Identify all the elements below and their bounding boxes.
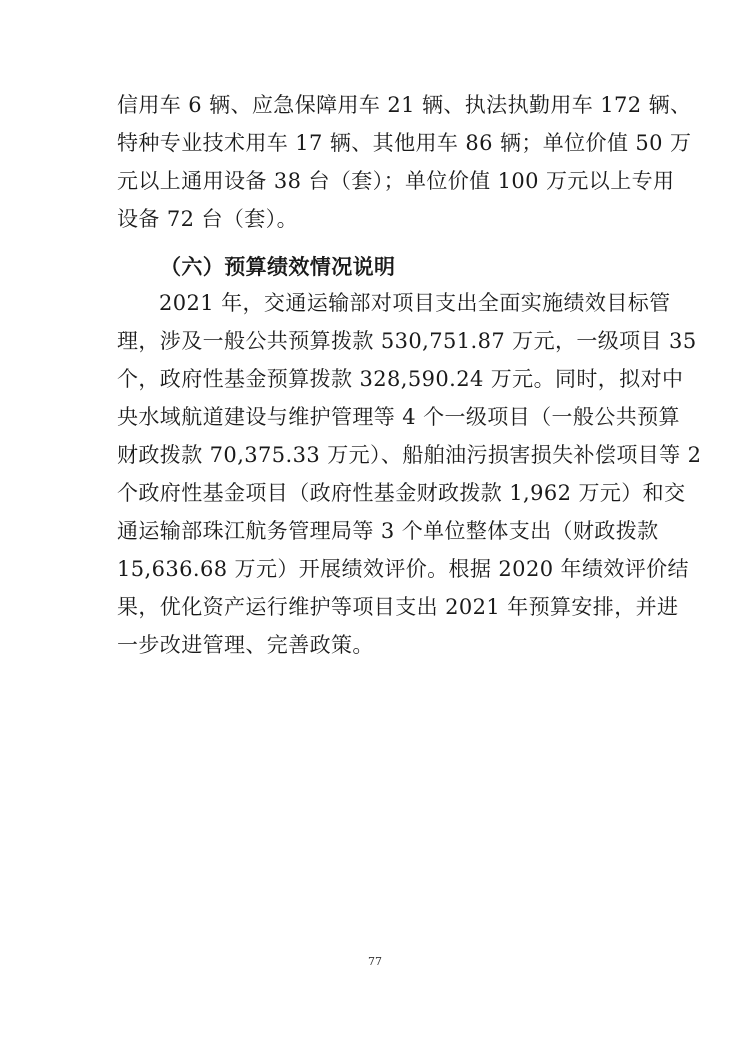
paragraph-line: 元以上通用设备 38 台（套）；单位价值 100 万元以上专用 (117, 169, 675, 193)
paragraph-line: 设备 72 台（套）。 (117, 207, 298, 231)
paragraph-line: 15,636.68 万元）开展绩效评价。根据 2020 年绩效评价结 (117, 557, 689, 581)
paragraph-line: 特种专业技术用车 17 辆、其他用车 86 辆；单位价值 50 万 (117, 131, 692, 155)
paragraph-line: 信用车 6 辆、应急保障用车 21 辆、执法执勤用车 172 辆、 (117, 93, 692, 117)
paragraph-performance (117, 284, 702, 664)
paragraph-line: 个政府性基金项目（政府性基金财政拨款 1,962 万元）和交 (117, 481, 686, 505)
paragraph-line: 一步改进管理、完善政策。 (117, 633, 374, 657)
paragraph-line: 通运输部珠江航务管理局等 3 个单位整体支出（财政拨款 (117, 519, 659, 543)
paragraph-line: 央水域航道建设与维护管理等 4 个一级项目（一般公共预算 (117, 405, 680, 429)
page-number: 77 (368, 955, 382, 968)
paragraph-line: 个，政府性基金预算拨款 328,590.24 万元。同时，拟对中 (117, 367, 684, 391)
paragraph-line: 2021 年，交通运输部对项目支出全面实施绩效目标管 (159, 291, 671, 315)
paragraph-line: 财政拨款 70,375.33 万元）、船舶油污损害损失补偿项目等 2 (117, 443, 702, 467)
paragraph-vehicle-assets (117, 86, 692, 238)
paragraph-line: 果，优化资产运行维护等项目支出 2021 年预算安排，并进 (117, 595, 679, 619)
paragraph-line: 理，涉及一般公共预算拨款 530,751.87 万元，一级项目 35 (117, 329, 697, 353)
section-heading: （六）预算绩效情况说明 (160, 255, 396, 279)
